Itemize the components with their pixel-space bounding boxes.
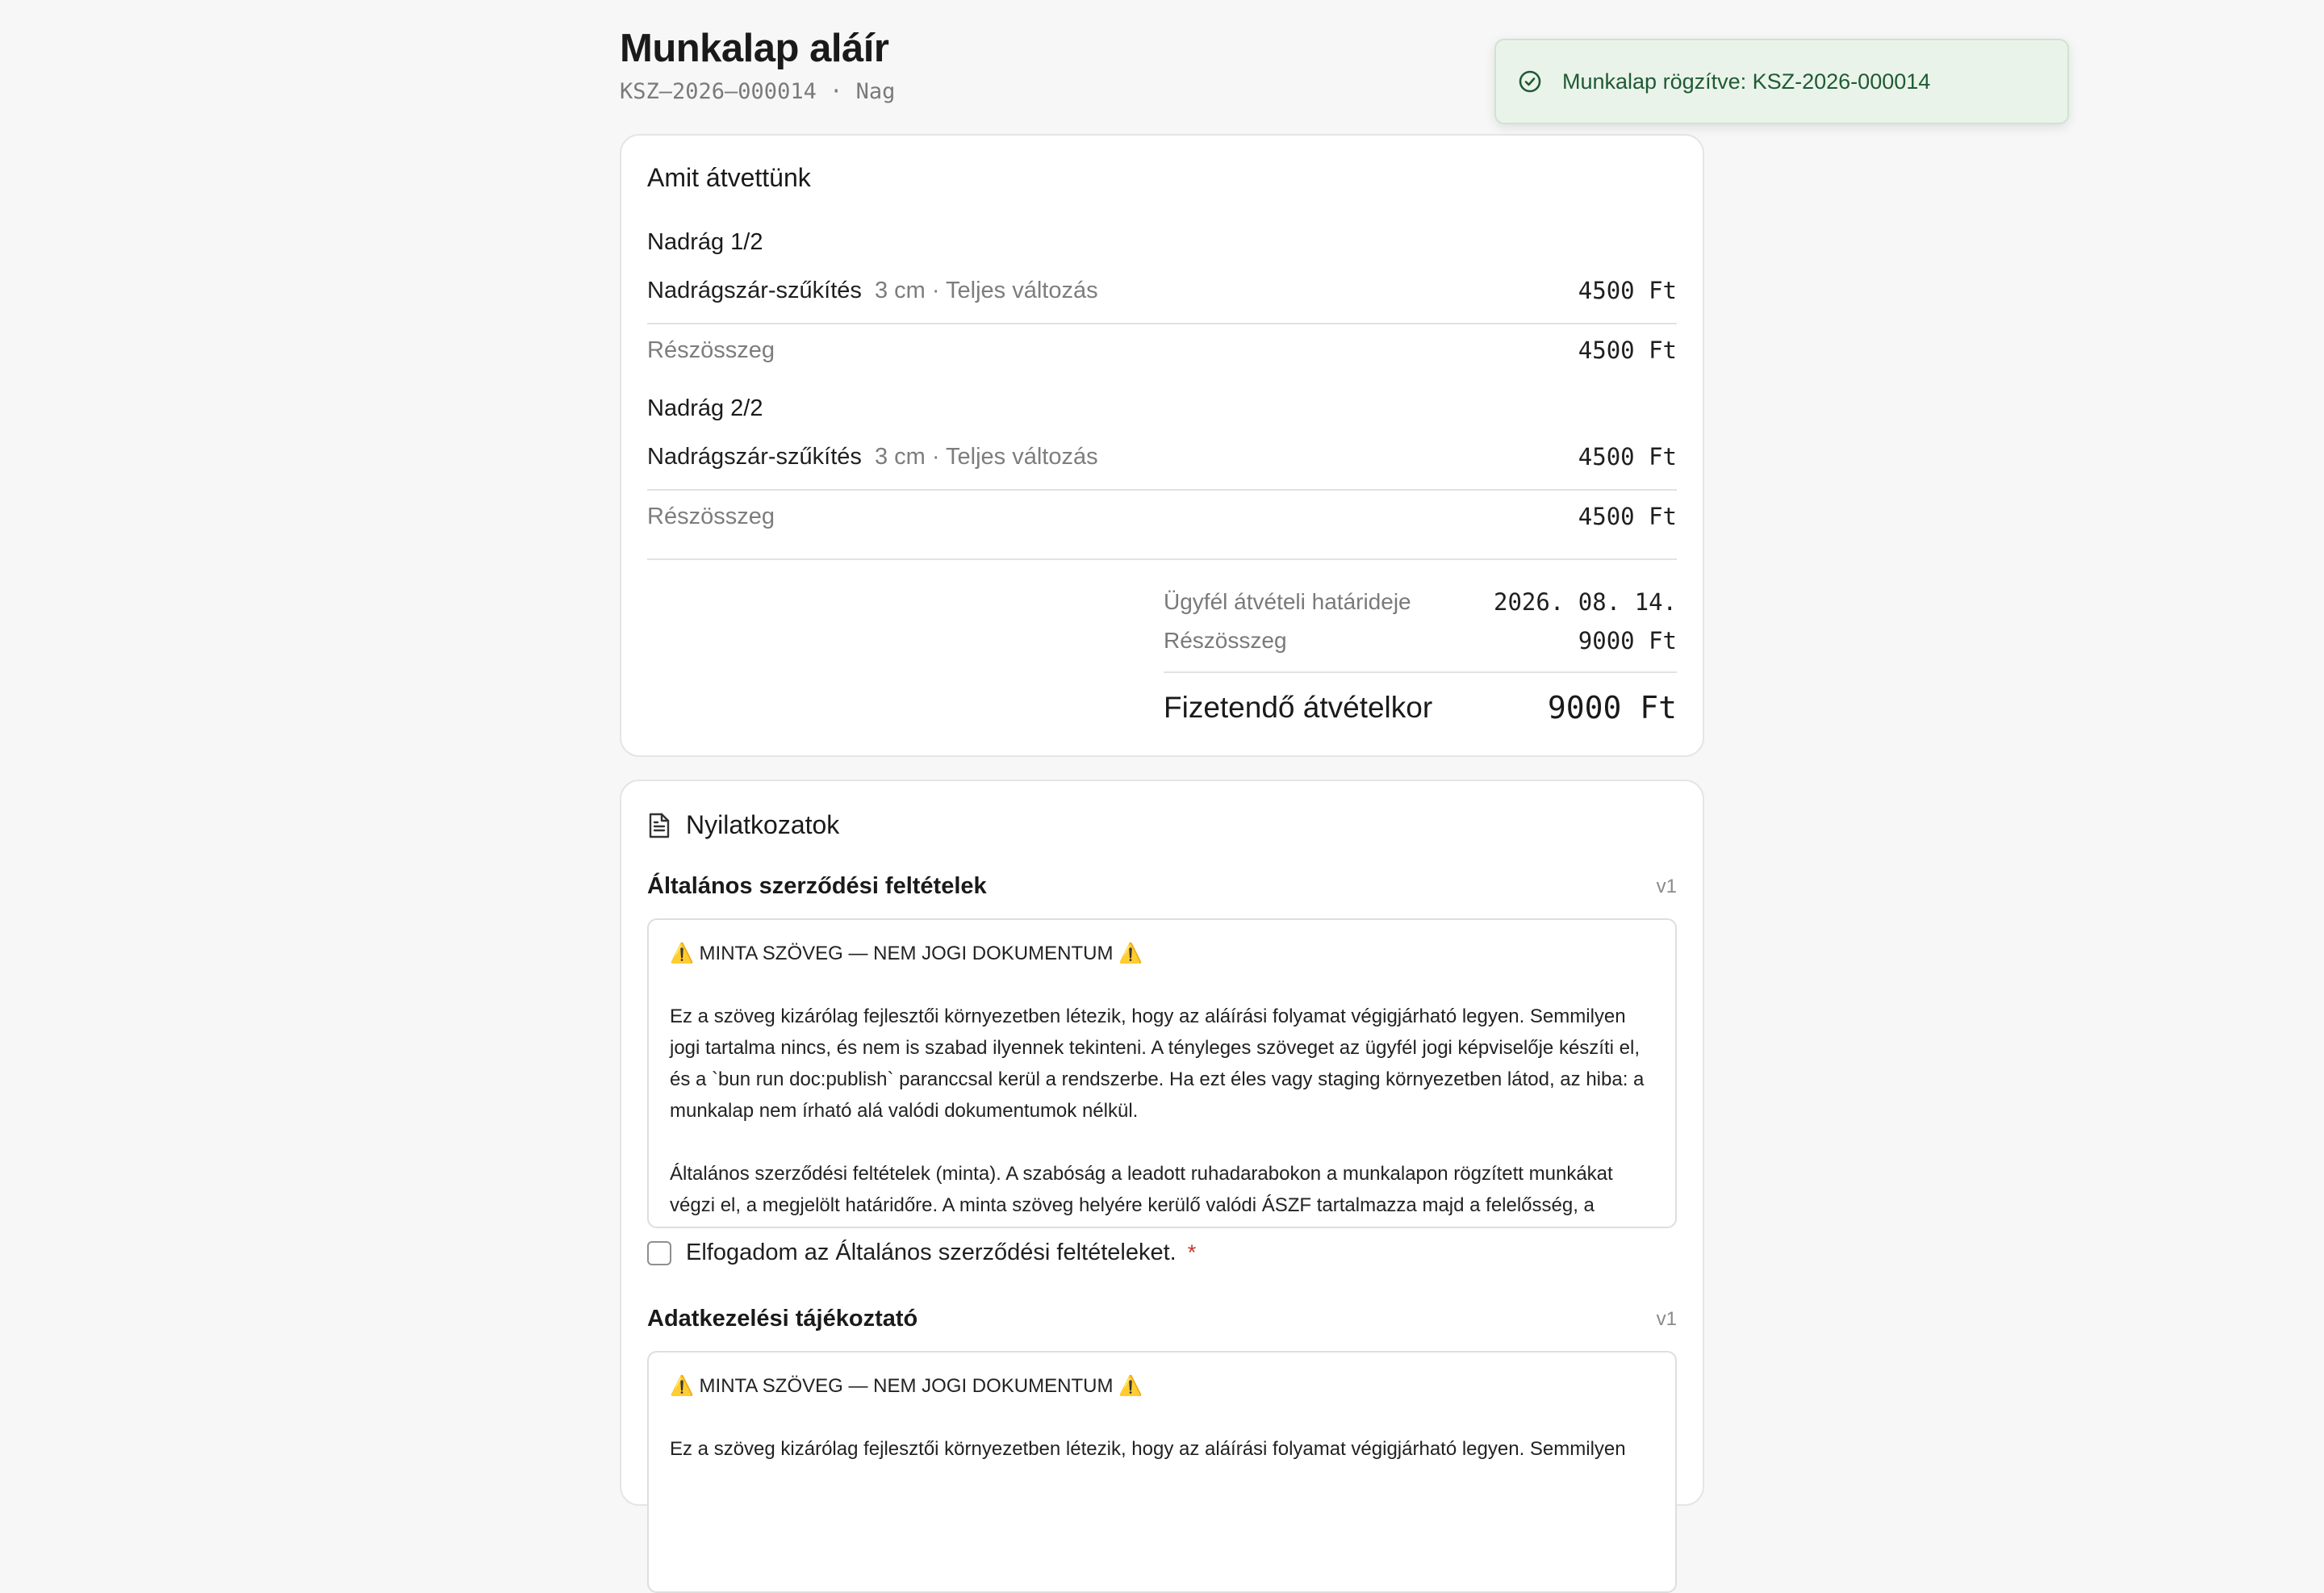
- group-title: Nadrág 2/2: [647, 395, 763, 421]
- subtotal-value: 4500 Ft: [1578, 337, 1677, 364]
- item-price: 4500 Ft: [1578, 277, 1677, 304]
- page-title: Munkalap aláír: [620, 27, 889, 70]
- summary-subtotal-value: 9000 Ft: [1578, 627, 1677, 654]
- declarations-title: Nyilatkozatok: [686, 810, 840, 839]
- divider: [647, 323, 1677, 324]
- privacy-document-scroll[interactable]: [647, 1351, 1677, 1593]
- subtotal-label: Részösszeg: [647, 503, 775, 529]
- required-mark: *: [1187, 1240, 1197, 1265]
- deadline-row: [1164, 586, 1677, 618]
- summary-subtotal-label: Részösszeg: [1164, 628, 1287, 653]
- item-detail: 3 cm · Teljes változás: [874, 277, 1098, 303]
- terms-accept-checkbox[interactable]: [647, 1241, 671, 1265]
- divider: [647, 558, 1677, 560]
- item-detail: 3 cm · Teljes változás: [874, 443, 1098, 470]
- declarations-header: [647, 810, 839, 840]
- item-name: Nadrágszár-szűkítés: [647, 277, 862, 303]
- terms-accept-label[interactable]: Elfogadom az Általános szerződési feltételeket.: [686, 1240, 1177, 1265]
- received-items-card: [620, 134, 1704, 757]
- received-card-title: Amit átvettünk: [647, 163, 811, 192]
- document-warning: ⚠️ MINTA SZÖVEG — NEM JOGI DOKUMENTUM ⚠️: [670, 1375, 1143, 1397]
- terms-document-scroll[interactable]: [647, 918, 1677, 1228]
- divider: [1164, 671, 1677, 673]
- group-title: Nadrág 1/2: [647, 229, 763, 255]
- document-paragraph: Ez a szöveg kizárólag fejlesztői környezetben létezik, hogy az aláírási folyamat végigjárható legyen. Semmilyen: [670, 1438, 1626, 1460]
- document-paragraph: Általános szerződési feltételek (minta). A szabóság a leadott ruhadarabokon a munkalapon rögzített munkákat végzi el, a megjelölt határidőre. A minta szöveg helyére kerülő valódi ÁSZF tartalmazza majd a felelősség, a: [670, 1163, 1619, 1216]
- item-price: 4500 Ft: [1578, 443, 1677, 470]
- terms-version: v1: [1656, 875, 1677, 897]
- check-circle-icon: [1517, 69, 1543, 94]
- summary-subtotal-row: [1164, 625, 1677, 657]
- item-name: Nadrágszár-szűkítés: [647, 443, 862, 470]
- privacy-title: Adatkezelési tájékoztató: [647, 1306, 918, 1332]
- worksheet-subtitle: KSZ–2026–000014 · Nag: [620, 79, 896, 104]
- deadline-label: Ügyfél átvételi határideje: [1164, 589, 1411, 614]
- document-icon: [647, 812, 671, 839]
- toast-message: Munkalap rögzítve: KSZ-2026-000014: [1562, 69, 1931, 94]
- list-item: [647, 274, 1677, 307]
- subtotal-row: [647, 334, 1677, 366]
- subtotal-value: 4500 Ft: [1578, 503, 1677, 530]
- privacy-header: [647, 1306, 1677, 1332]
- list-item: [647, 441, 1677, 473]
- declarations-card: [620, 780, 1704, 1506]
- total-value: 9000 Ft: [1547, 690, 1677, 725]
- document-warning: ⚠️ MINTA SZÖVEG — NEM JOGI DOKUMENTUM ⚠️: [670, 943, 1143, 964]
- document-paragraph: Ez a szöveg kizárólag fejlesztői környezetben létezik, hogy az aláírási folyamat végigjárható legyen. Semmilyen jogi tartalma nincs, és nem is szabad ilyennek tekinteni. A tényleges szöveget az ügyfél jogi képviselője készíti el, és a `bun run doc:publish` paranccsal kerül a rendszerbe. Ha ezt éles vagy staging környezetben látod, az hiba: a munkalap nem írható alá valódi dokumentumok nélkül.: [670, 1006, 1650, 1122]
- deadline-value: 2026. 08. 14.: [1494, 588, 1677, 616]
- subtotal-label: Részösszeg: [647, 337, 775, 363]
- terms-header: [647, 873, 1677, 900]
- success-toast[interactable]: [1494, 39, 2069, 124]
- divider: [647, 489, 1677, 491]
- total-label: Fizetendő átvételkor: [1164, 691, 1433, 724]
- terms-title: Általános szerződési feltételek: [647, 873, 987, 899]
- privacy-version: v1: [1656, 1307, 1677, 1330]
- subtotal-row: [647, 500, 1677, 533]
- total-row: [1164, 688, 1677, 728]
- terms-accept-row[interactable]: [647, 1240, 1196, 1266]
